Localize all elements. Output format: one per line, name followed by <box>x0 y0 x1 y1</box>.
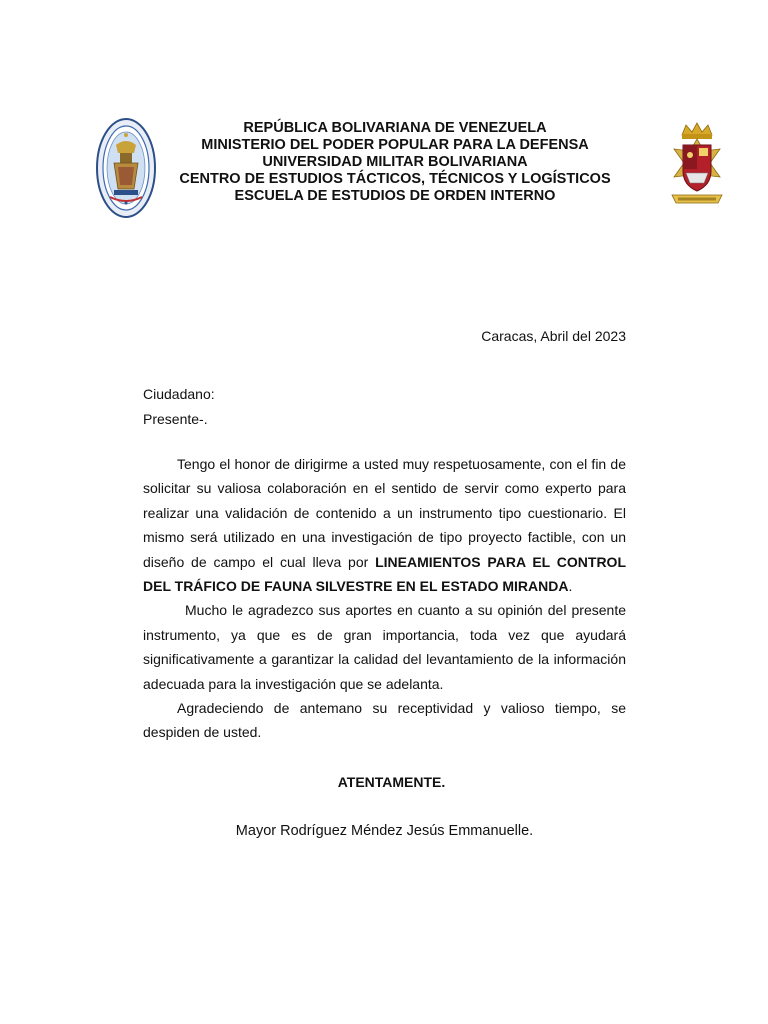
research-title: LINEAMIENTOS PARA EL CONTROL DEL TRÁFICO DE FAUNA SILVESTRE EN EL ESTADO MIRANDA <box>143 553 626 595</box>
university-seal-icon <box>96 117 156 219</box>
letter-body <box>143 452 626 745</box>
letterhead <box>160 120 630 205</box>
closing: ATENTAMENTE. <box>337 774 446 790</box>
paragraph-request-text: Tengo el honor de dirigirme a usted muy respetuosamente, con el fin de solicitar su valiosa colaboración en el sentido de servir como experto para realizar una validación de contenido a un instrumento tipo cuestionario. El mismo será utilizado en una investigación de tipo proyecto factible, con un diseño de campo el cual lleva por <box>143 456 626 570</box>
salutation <box>143 382 215 432</box>
header-school: ESCUELA DE ESTUDIOS DE ORDEN INTERNO <box>234 188 556 204</box>
paragraph-thanks: Mucho le agradezco sus aportes en cuanto a su opinión del presente instrumento, ya que es de gran importancia, toda vez que ayudará significativamente a garantizar la calidad del levantamiento de la información adecuada para la investigación que se adelanta. <box>143 602 626 692</box>
header-center: CENTRO DE ESTUDIOS TÁCTICOS, TÉCNICOS Y LOGÍSTICOS <box>179 171 611 187</box>
paragraph-request <box>143 452 626 598</box>
recipient-label: Ciudadano: <box>143 386 215 402</box>
military-coat-of-arms-icon <box>666 121 728 209</box>
header-country: REPÚBLICA BOLIVARIANA DE VENEZUELA <box>243 120 547 136</box>
paragraph-farewell: Agradeciendo de antemano su receptividad y valioso tiempo, se despiden de usted. <box>143 700 626 741</box>
paragraph-request-end: . <box>568 578 573 595</box>
header-university: UNIVERSIDAD MILITAR BOLIVARIANA <box>262 154 528 170</box>
signature-name: Mayor Rodríguez Méndez Jesús Emmanuelle. <box>235 823 534 839</box>
letter-date: Caracas, Abril del 2023 <box>481 328 626 344</box>
header-ministry: MINISTERIO DEL PODER POPULAR PARA LA DEFENSA <box>201 137 589 153</box>
present-label: Presente-. <box>143 411 208 427</box>
